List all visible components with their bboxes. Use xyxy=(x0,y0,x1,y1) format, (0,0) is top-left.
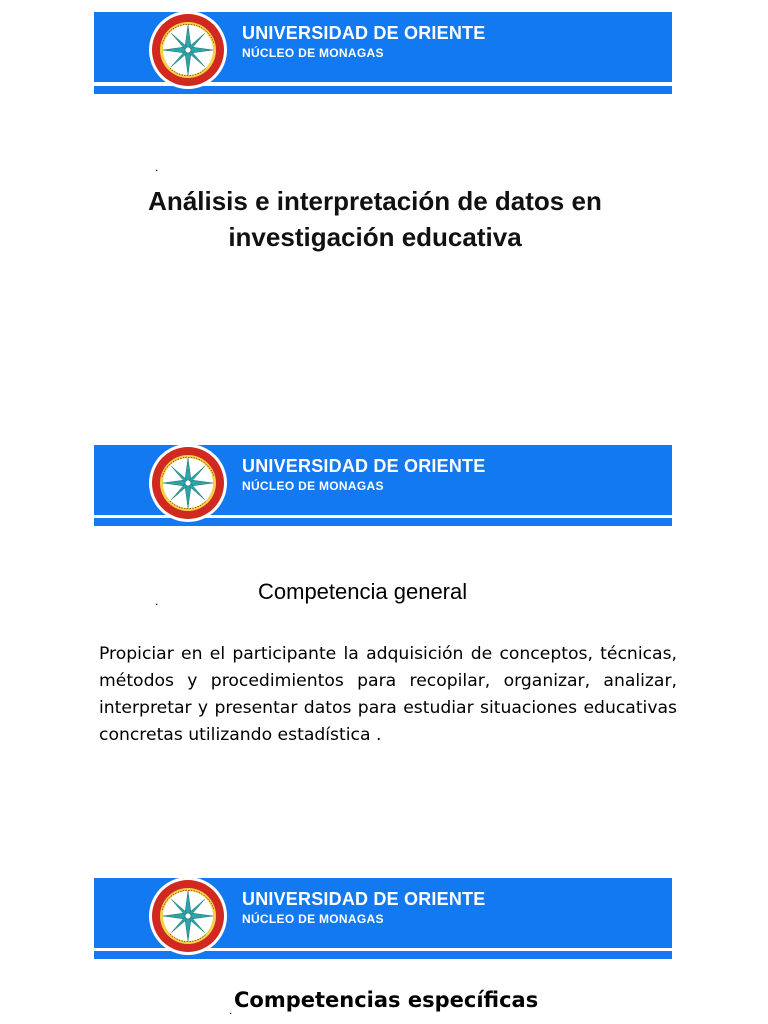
university-seal-logo xyxy=(148,10,228,90)
campus-name: NÚCLEO DE MONAGAS xyxy=(242,46,384,60)
campus-name: NÚCLEO DE MONAGAS xyxy=(242,912,384,926)
university-name: UNIVERSIDAD DE ORIENTE xyxy=(242,889,486,909)
university-name: UNIVERSIDAD DE ORIENTE xyxy=(242,23,486,43)
bullet-marker: . xyxy=(155,594,159,608)
bullet-marker: . xyxy=(229,1003,233,1017)
section-heading: Competencias específicas xyxy=(234,988,539,1012)
section-heading: Competencia general xyxy=(258,579,468,604)
university-name: UNIVERSIDAD DE ORIENTE xyxy=(242,456,486,476)
university-seal-logo xyxy=(148,876,228,956)
body-paragraph: Propiciar en el participante la adquisición de conceptos, técnicas, métodos y procedimientos para recopilar, organizar, analizar, interpretar y presentar datos para estudiar situaciones educativas concretas utilizando estadística . xyxy=(99,644,677,745)
page-title: Análisis e interpretación de datos en investigación educativa xyxy=(148,186,602,252)
campus-name: NÚCLEO DE MONAGAS xyxy=(242,479,384,493)
university-seal-logo xyxy=(148,443,228,523)
bullet-marker: . xyxy=(155,160,159,174)
